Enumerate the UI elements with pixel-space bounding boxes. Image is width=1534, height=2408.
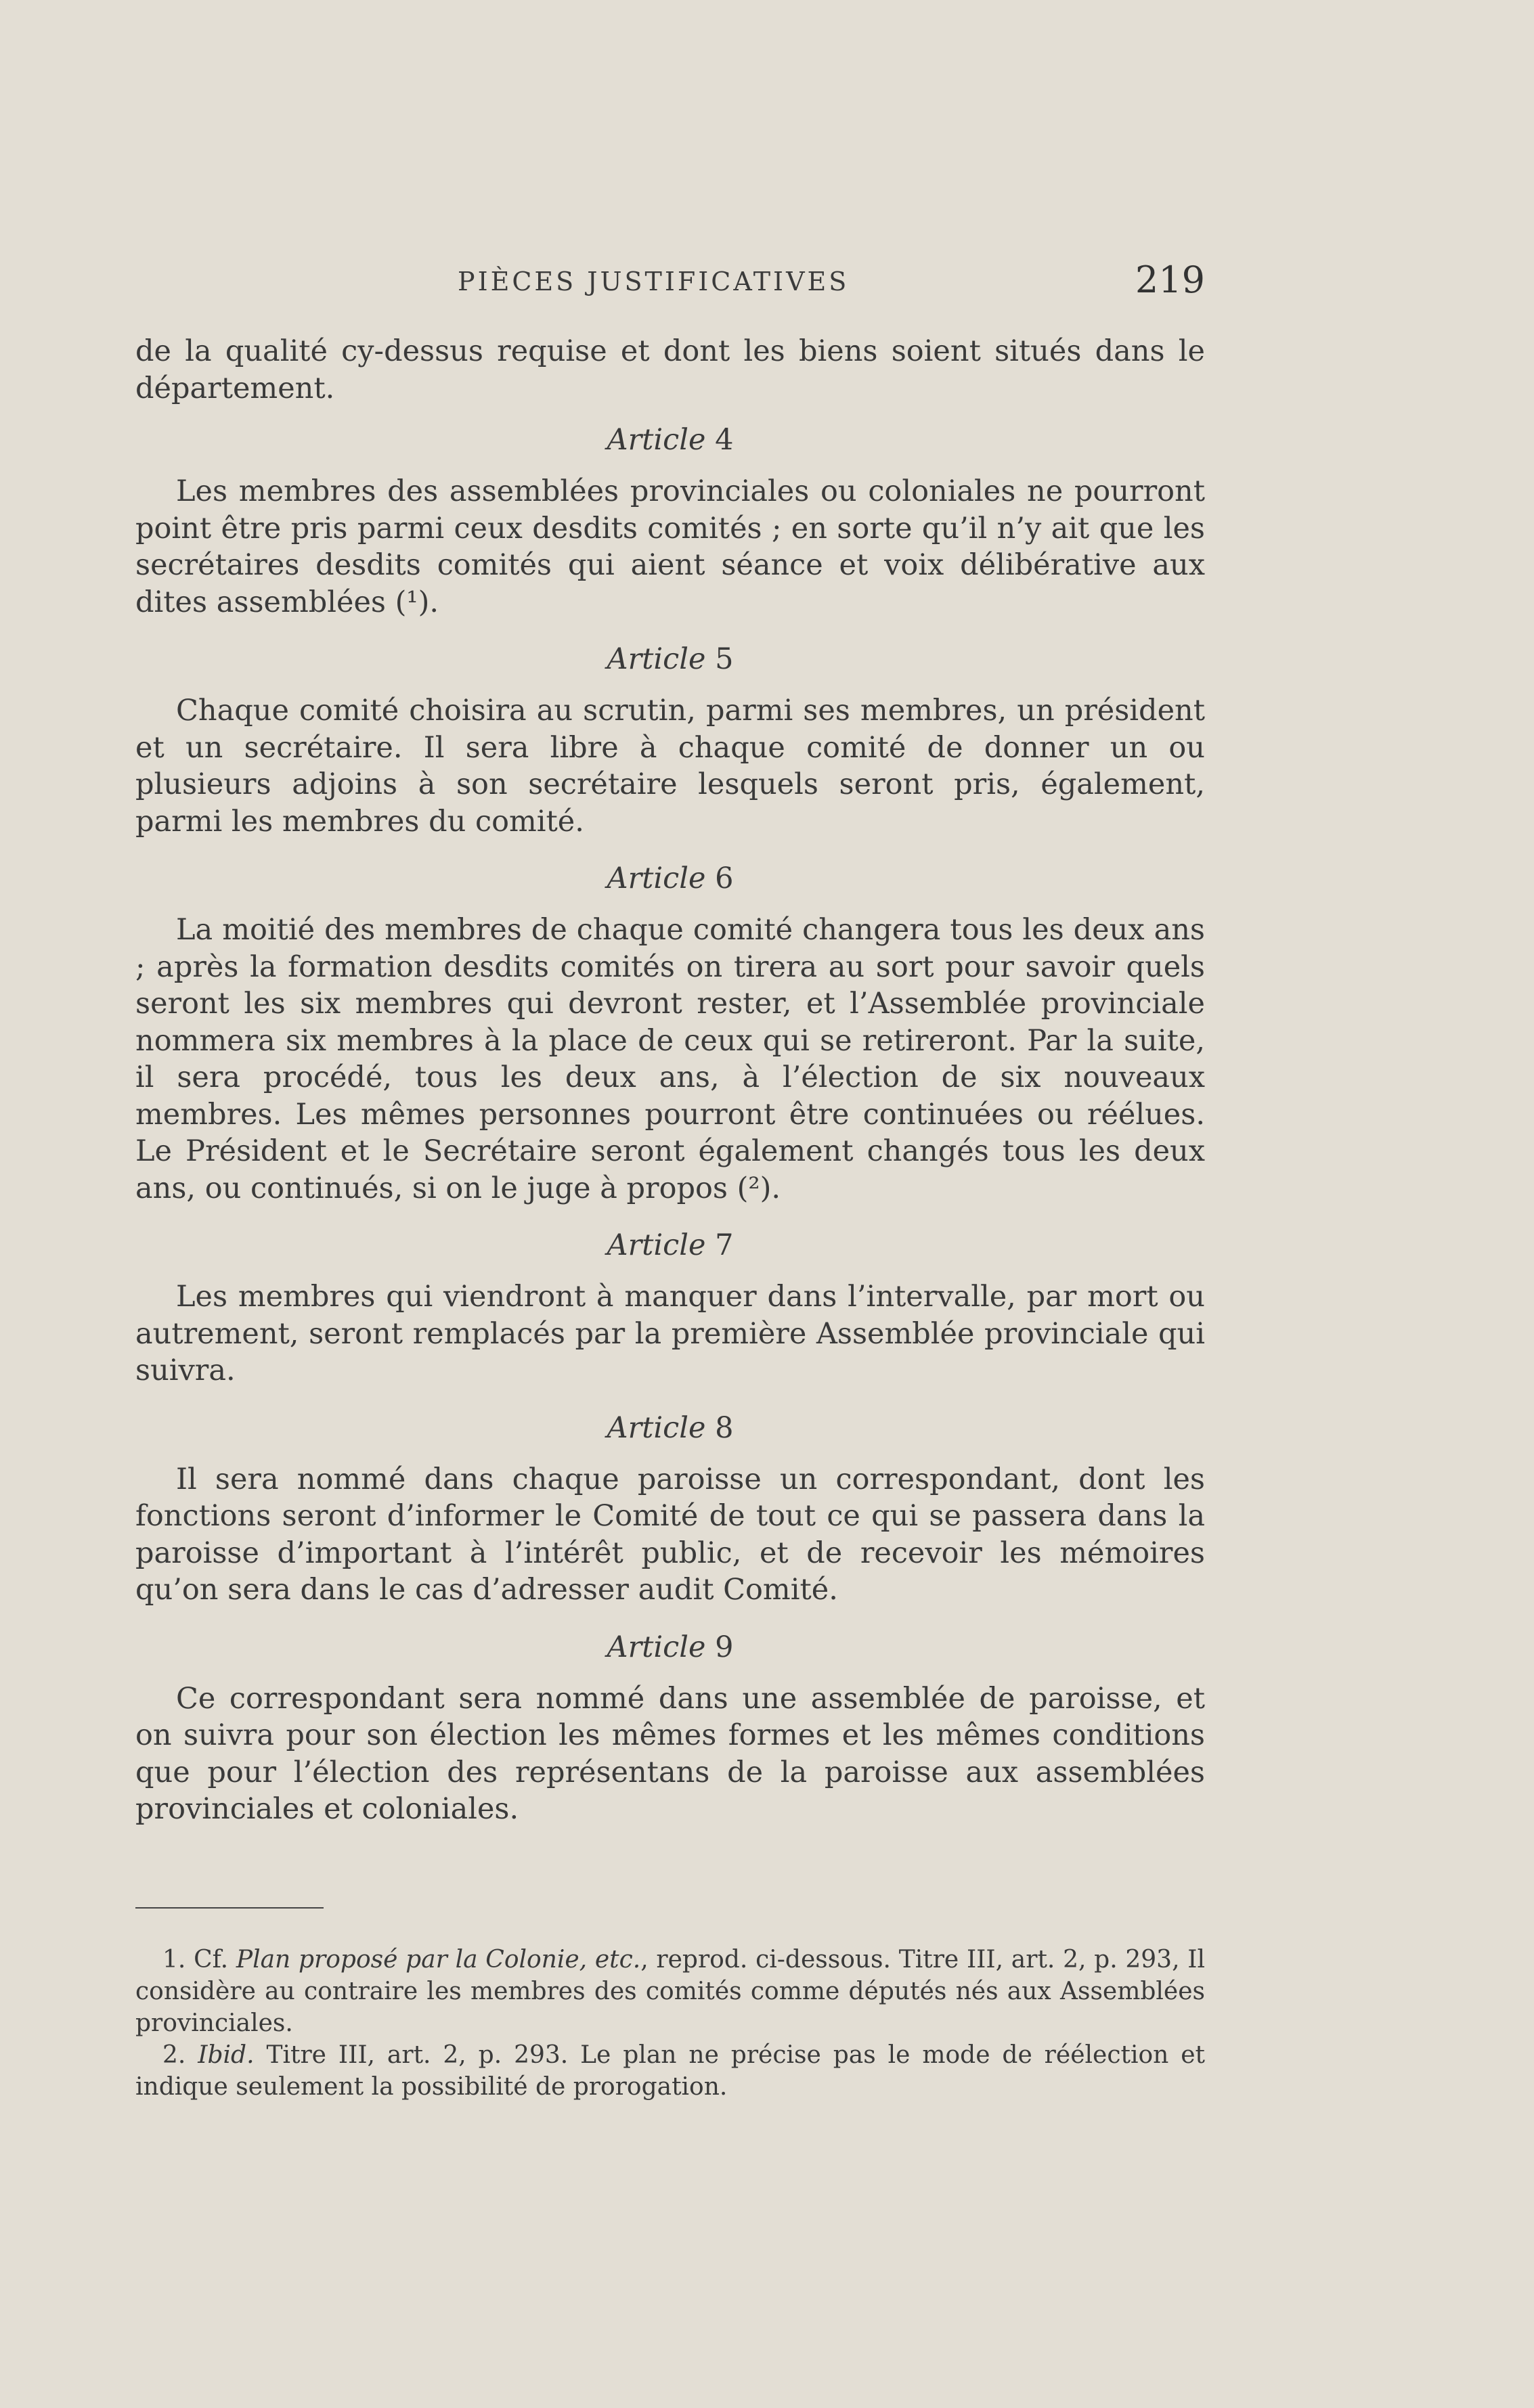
running-title: PIÈCES JUSTIFICATIVES xyxy=(458,267,850,296)
article-9-text: Ce correspondant sera nommé dans une assemblée de paroisse, et on suivra pour son élection les mêmes formes et les mêmes conditions que pour l’élection des représentans de la paroisse aux assemblées provinciales et coloniales. xyxy=(135,1681,1205,1826)
article-4-text: Les membres des assemblées provinciales ou coloniales ne pourront point être pris parmi ceux desdits comités ; en sorte qu’il n’y ait que les secrétaires desdits comités qui aient séance et voix délibérative aux dites assemblées (¹). xyxy=(135,474,1205,619)
article-label: Article xyxy=(607,1630,706,1664)
article-9-heading xyxy=(135,1629,1205,1666)
article-number: 9 xyxy=(715,1630,734,1664)
article-label: Article xyxy=(607,642,706,676)
article-5-heading xyxy=(135,641,1205,677)
footnote-title: Ibid. xyxy=(198,2041,255,2069)
article-number: 7 xyxy=(715,1228,734,1262)
footnote-title: Plan proposé par la Colonie, etc. xyxy=(236,1946,641,1974)
article-5-text: Chaque comité choisira au scrutin, parmi ses membres, un président et un secrétaire. Il sera libre à chaque comité de donner un ou plusieurs adjoins à son secrétaire lesquels seront pris, également, parmi les membres du comité. xyxy=(135,694,1205,839)
article-number: 5 xyxy=(715,642,734,676)
page-number: 219 xyxy=(1135,259,1205,301)
article-7-heading xyxy=(135,1227,1205,1264)
footnote-2 xyxy=(135,2039,1205,2103)
article-label: Article xyxy=(607,1228,706,1262)
footnote-marker: 1. xyxy=(162,1946,186,1974)
running-head xyxy=(135,259,1205,299)
article-label: Article xyxy=(607,423,706,457)
article-label: Article xyxy=(607,862,706,895)
article-8-heading xyxy=(135,1410,1205,1446)
article-8-text: Il sera nommé dans chaque paroisse un correspondant, dont les fonctions seront d’informer le Comité de tout ce qui se passera dans la paroisse d’important à l’intérêt public, et de recevoir les mémoires qu’on sera dans le cas d’adresser audit Comité. xyxy=(135,1462,1205,1607)
page-body xyxy=(135,333,1205,1828)
opening-paragraph: de la qualité cy-dessus requise et dont les biens soient situés dans le département. xyxy=(135,334,1205,405)
footnote-text: , reprod. ci-dessous. Titre III, art. 2, p. 293, Il considère au contraire les membres des comités comme députés nés aux Assemblées provinciales. xyxy=(135,1946,1205,2037)
article-number: 6 xyxy=(715,862,734,895)
footnotes xyxy=(135,1944,1205,2103)
footnote-1 xyxy=(135,1944,1205,2039)
footnote-marker: 2. xyxy=(162,2041,186,2069)
article-7-text: Les membres qui viendront à manquer dans l’intervalle, par mort ou autrement, seront remplacés par la première Assemblée provinciale qui suivra. xyxy=(135,1280,1205,1387)
article-6-text: La moitié des membres de chaque comité changera tous les deux ans ; après la formation desdits comités on tirera au sort pour savoir quels seront les six membres qui devront rester, et l’Assemblée provinciale nommera six membres à la place de ceux qui se retireront. Par la suite, il sera procédé, tous les deux ans, à l’élection de six nouveaux membres. Les mêmes personnes pourront être continuées ou réélues. Le Président et le Secrétaire seront également changés tous les deux ans, ou continués, si on le juge à propos (²). xyxy=(135,913,1205,1205)
article-6-heading xyxy=(135,860,1205,897)
article-number: 4 xyxy=(715,423,734,457)
article-4-heading xyxy=(135,422,1205,458)
footnote-text: Titre III, art. 2, p. 293. Le plan ne précise pas le mode de réélection et indique seulement la possibilité de prorogation. xyxy=(135,2041,1205,2101)
footnote-divider xyxy=(135,1907,324,1909)
article-number: 8 xyxy=(715,1410,734,1445)
article-label: Article xyxy=(607,1410,706,1445)
footnote-prefix: Cf. xyxy=(194,1946,229,1974)
